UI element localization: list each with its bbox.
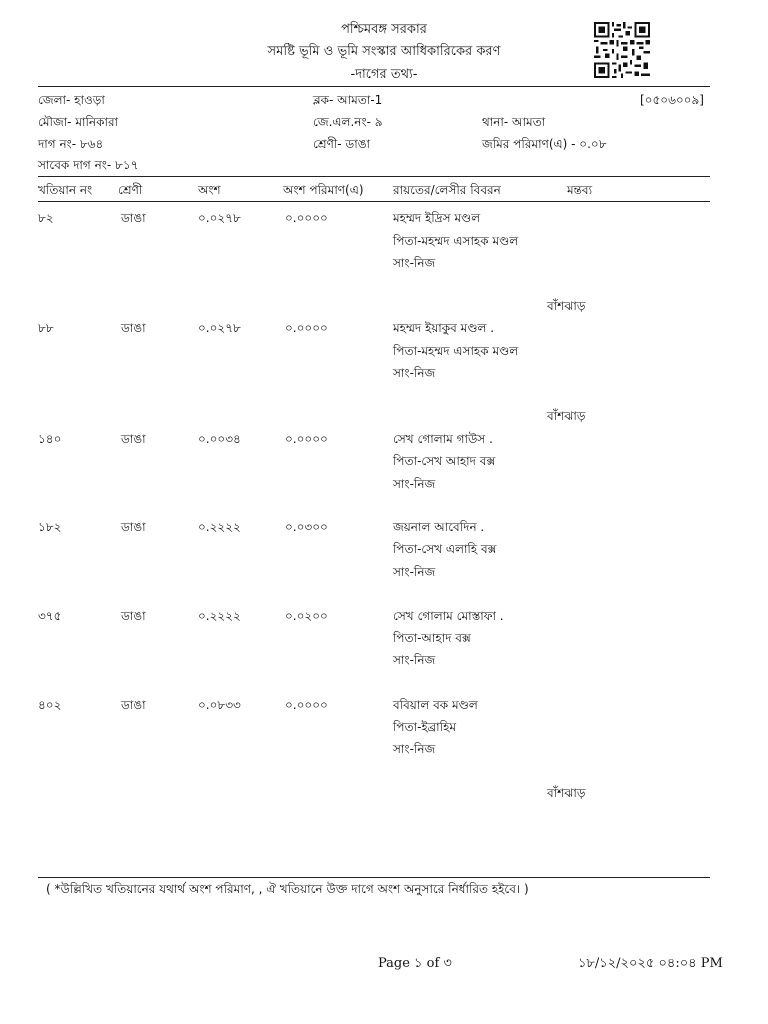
row-share: ০.০৮৩৩	[198, 698, 241, 712]
owner-address: সাং-নিজ	[393, 256, 436, 270]
owner-father: পিতা-সেখ আহাদ বক্স	[393, 454, 496, 468]
row-remark: বাঁশঝাড়	[547, 786, 586, 800]
header-line-title: -দাগের তথ্য-	[350, 67, 418, 82]
owner-address: সাং-নিজ	[393, 565, 436, 579]
district: জেলা- হাওড়া	[38, 93, 105, 107]
row-class: ডাঙা	[121, 698, 146, 712]
owner-father: পিতা-সেখ এলাহি বক্স	[393, 542, 497, 556]
qr-code-icon	[594, 22, 650, 78]
owner-name: ববিয়াল বক মণ্ডল	[393, 698, 478, 712]
owner-address: সাং-নিজ	[393, 366, 436, 380]
row-area: ০.০০০০	[285, 432, 328, 446]
row-class: ডাঙা	[121, 609, 146, 623]
owner-address: সাং-নিজ	[393, 653, 436, 667]
col-class-header: শ্রেণী	[118, 183, 143, 197]
land-class: শ্রেণী- ডাঙা	[313, 137, 371, 151]
row-share: ০.০০৩৪	[198, 432, 241, 446]
jl-number: জে.এল.নং- ৯	[313, 115, 383, 129]
row-share: ০.০২৭৮	[198, 321, 241, 335]
footer-divider	[38, 877, 710, 878]
owner-name: মহম্মদ ইদ্রিস মণ্ডল	[393, 211, 481, 225]
footnote: ( *উল্লিখিত খতিয়ানের যথার্থ অংশ পরিমাণ, , ঐ খতিয়ানে উক্ত দাগে অংশ অনুসারে নির্ধারিত হইবে। )	[46, 882, 529, 896]
row-remark: বাঁশঝাড়	[547, 409, 586, 423]
row-class: ডাঙা	[121, 321, 146, 335]
khatian-number: ৮২	[38, 211, 54, 225]
land-area: জমির পরিমাণ(এ) - ০.০৮	[482, 137, 607, 151]
police-station: থানা- আমতা	[482, 115, 546, 129]
khatian-number: ৪০২	[38, 698, 62, 712]
info-divider	[38, 176, 710, 177]
owner-name: সেখ গোলাম গাউস .	[393, 432, 493, 446]
col-area-header: অংশ পরিমাণ(এ)	[283, 183, 364, 197]
row-area: ০.০৩০০	[285, 520, 328, 534]
owner-address: সাং-নিজ	[393, 742, 436, 756]
row-area: ০.০০০০	[285, 321, 328, 335]
top-divider	[38, 86, 710, 87]
dag-number: দাগ নং- ৮৬৪	[38, 137, 104, 151]
owner-father: পিতা-ইব্রাহিম	[393, 720, 457, 734]
row-class: ডাঙা	[121, 211, 146, 225]
row-area: ০.০০০০	[285, 698, 328, 712]
block: ব্লক- আমতা-1	[313, 93, 383, 107]
row-share: ০.০২৭৮	[198, 211, 241, 225]
row-remark: বাঁশঝাড়	[547, 299, 586, 313]
col-remarks-header: মন্তব্য	[567, 183, 593, 197]
header-line-govt: পশ্চিমবঙ্গ সরকার	[341, 22, 427, 37]
row-share: ০.২২২২	[198, 609, 241, 623]
header-line-office: সমষ্টি ভূমি ও ভূমি সংস্কার আধিকারিকের করণ	[267, 44, 501, 59]
khatian-number: ১৪০	[38, 432, 62, 446]
col-share-header: অংশ	[198, 183, 221, 197]
row-area: ০.০২০০	[285, 609, 328, 623]
owner-father: পিতা-আহাদ বক্স	[393, 631, 471, 645]
row-class: ডাঙা	[121, 520, 146, 534]
row-area: ০.০০০০	[285, 211, 328, 225]
owner-name: মহম্মদ ইয়াকুব মণ্ডল .	[393, 321, 495, 335]
print-timestamp: ১৮/১২/২০২৫ ০৪:০৪ PM	[578, 956, 723, 971]
location-code: [০৫০৬০০৯]	[640, 93, 704, 107]
row-share: ০.২২২২	[198, 520, 241, 534]
header-divider	[38, 201, 710, 202]
khatian-number: ৮৮	[38, 321, 54, 335]
owner-address: সাং-নিজ	[393, 477, 436, 491]
owner-father: পিতা-মহম্মদ এসাহক মণ্ডল	[393, 344, 519, 358]
old-dag-number: সাবেক দাগ নং- ৮১৭	[38, 158, 139, 172]
col-owner-header: রায়তের/লেসীর বিবরন	[393, 183, 501, 197]
owner-father: পিতা-মহম্মদ এসাহক মণ্ডল	[393, 234, 519, 248]
owner-name: সেখ গোলাম মোস্তাফা .	[393, 609, 504, 623]
col-khatian-header: খতিয়ান নং	[38, 183, 93, 197]
owner-name: জয়নাল আবেদিন .	[393, 520, 485, 534]
row-class: ডাঙা	[121, 432, 146, 446]
khatian-number: ১৮২	[38, 520, 62, 534]
khatian-number: ৩৭৫	[38, 609, 62, 623]
page-indicator: Page ১ of ৩	[378, 956, 452, 971]
mouza: মৌজা- মানিকারা	[38, 115, 119, 129]
